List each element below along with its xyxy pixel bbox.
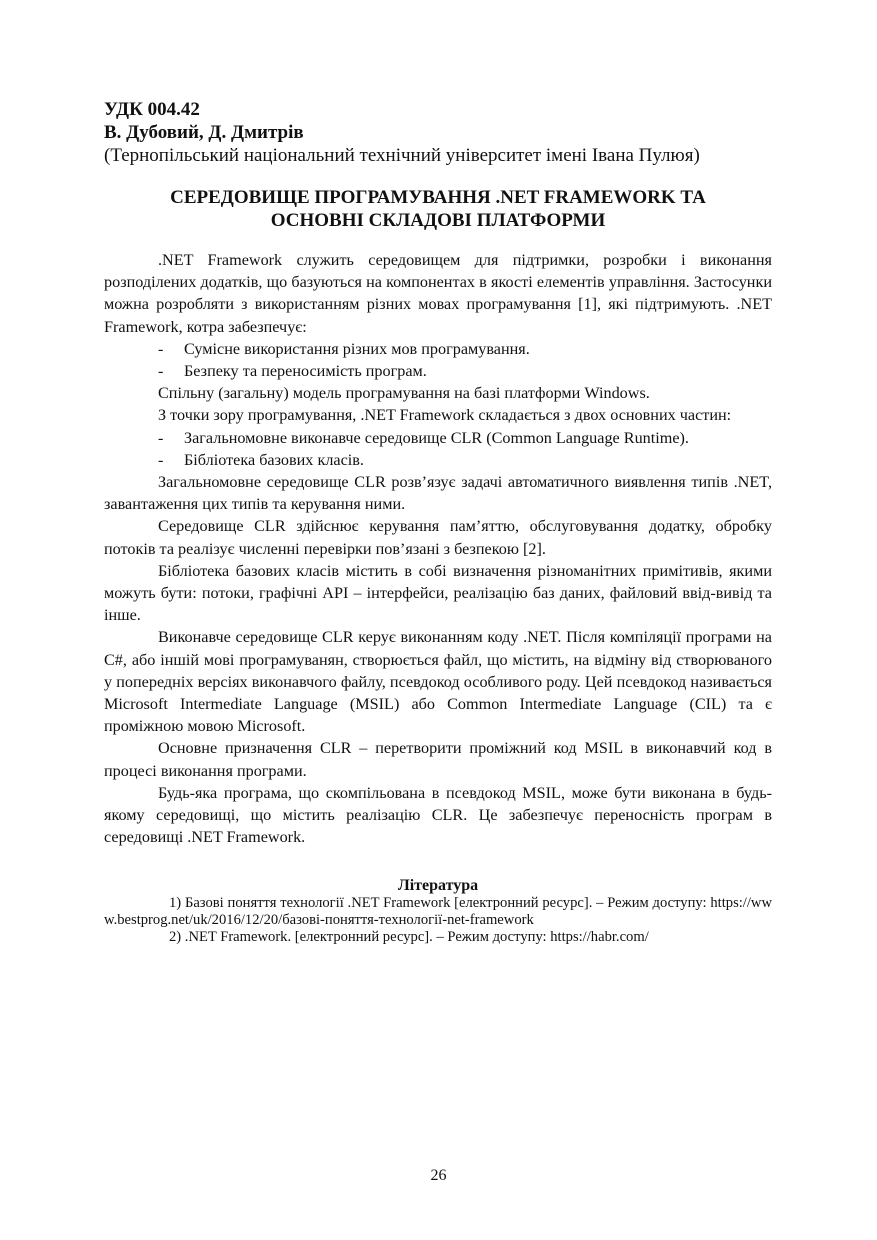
list-bullet: - [158, 362, 164, 381]
references-heading: Література [397, 877, 479, 895]
list-item [104, 338, 772, 360]
body-paragraph: .NET Framework служить середовищем для підтримки, розробки і виконання розподілених додатків, що базуються на компонентах в якості елементів управління. Застосунки можна розробляти з використанням різних мовах програмування [1], які підтримують. .NET Framework, котра забезпечує: [104, 251, 772, 336]
list-item [104, 360, 772, 382]
udc-code: УДК 004.42 [104, 99, 200, 120]
body-paragraph: З точки зору програмування, .NET Framework складається з двох основних частин: [158, 406, 732, 425]
body-paragraph: Будь-яка програма, що скомпільована в псевдокод MSIL, може бути виконана в будь-якому середовищі, що містить реалізацію CLR. Це забезпечує переносність програм в середовищі .NET Framework. [104, 783, 772, 847]
paper-title [104, 186, 772, 232]
list-item-text: Загальномовне виконавче середовище CLR (Common Language Runtime). [184, 428, 689, 447]
list-bullet: - [158, 450, 164, 469]
references-list [104, 895, 772, 946]
paper-body [104, 249, 772, 848]
body-paragraph: Спільну (загальну) модель програмування на базі платформи Windows. [158, 384, 650, 403]
list-item-text: Бібліотека базових класів. [184, 450, 364, 469]
paper-page [104, 98, 772, 946]
body-paragraph: Середовище CLR здійснює керування пам’яттю, обслуговування додатку, обробку потоків та реалізує численні перевірки пов’язані з безпекою [2]. [104, 517, 772, 558]
reference-item: 1) Базові поняття технології .NET Framework [електронний ресурс]. – Режим доступу: https://www.bestprog.net/uk/2016/12/20/базові-поняття-технології-net-framework [104, 895, 772, 929]
body-paragraph: Виконавче середовище CLR керує виконанням коду .NET. Після компіляції програми на C#, або іншій мові програмуванян, створюється файл, що містить, на відміну від створюваного у попередніх версіях виконавчого файлу, псевдокод особливого роду. Цей псевдокод називається Microsoft Intermediate Language (MSIL) або Common Intermediate Language (CIL) та є проміжною мовою Microsoft. [104, 628, 772, 736]
list-item-text: Безпеку та переносимість програм. [184, 362, 427, 381]
body-paragraph: Бібліотека базових класів містить в собі визначення різноманітних примітивів, якими можуть бути: потоки, графічні API – інтерфейси, реалізацію баз даних, файловий ввід-вивід та інше. [104, 561, 772, 625]
reference-item: 2) .NET Framework. [електронний ресурс]. – Режим доступу: https://habr.com/ [169, 929, 649, 946]
authors: В. Дубовий, Д. Дмитрів [104, 122, 304, 143]
list-bullet: - [158, 428, 164, 447]
body-paragraph: Основне призначення CLR – перетворити проміжний код MSIL в виконавчий код в процесі виконання програми. [104, 739, 772, 780]
body-paragraph: Загальномовне середовище CLR розв’язує задачі автоматичного виявлення типів .NET, завантаження цих типів та керування ними. [104, 473, 772, 514]
paper-title-line-1: СЕРЕДОВИЩЕ ПРОГРАМУВАННЯ .NET FRAMEWORK ТА [170, 187, 706, 208]
list-bullet: - [158, 339, 164, 358]
list-item-text: Сумісне використання різних мов програмування. [184, 339, 530, 358]
list-item [104, 449, 772, 471]
affiliation: (Тернопільський національний технічний університет імені Івана Пулюя) [104, 145, 700, 166]
list-item [104, 427, 772, 449]
paper-title-line-2: ОСНОВНІ СКЛАДОВІ ПЛАТФОРМИ [270, 210, 606, 231]
page-number: 26 [430, 1167, 447, 1184]
